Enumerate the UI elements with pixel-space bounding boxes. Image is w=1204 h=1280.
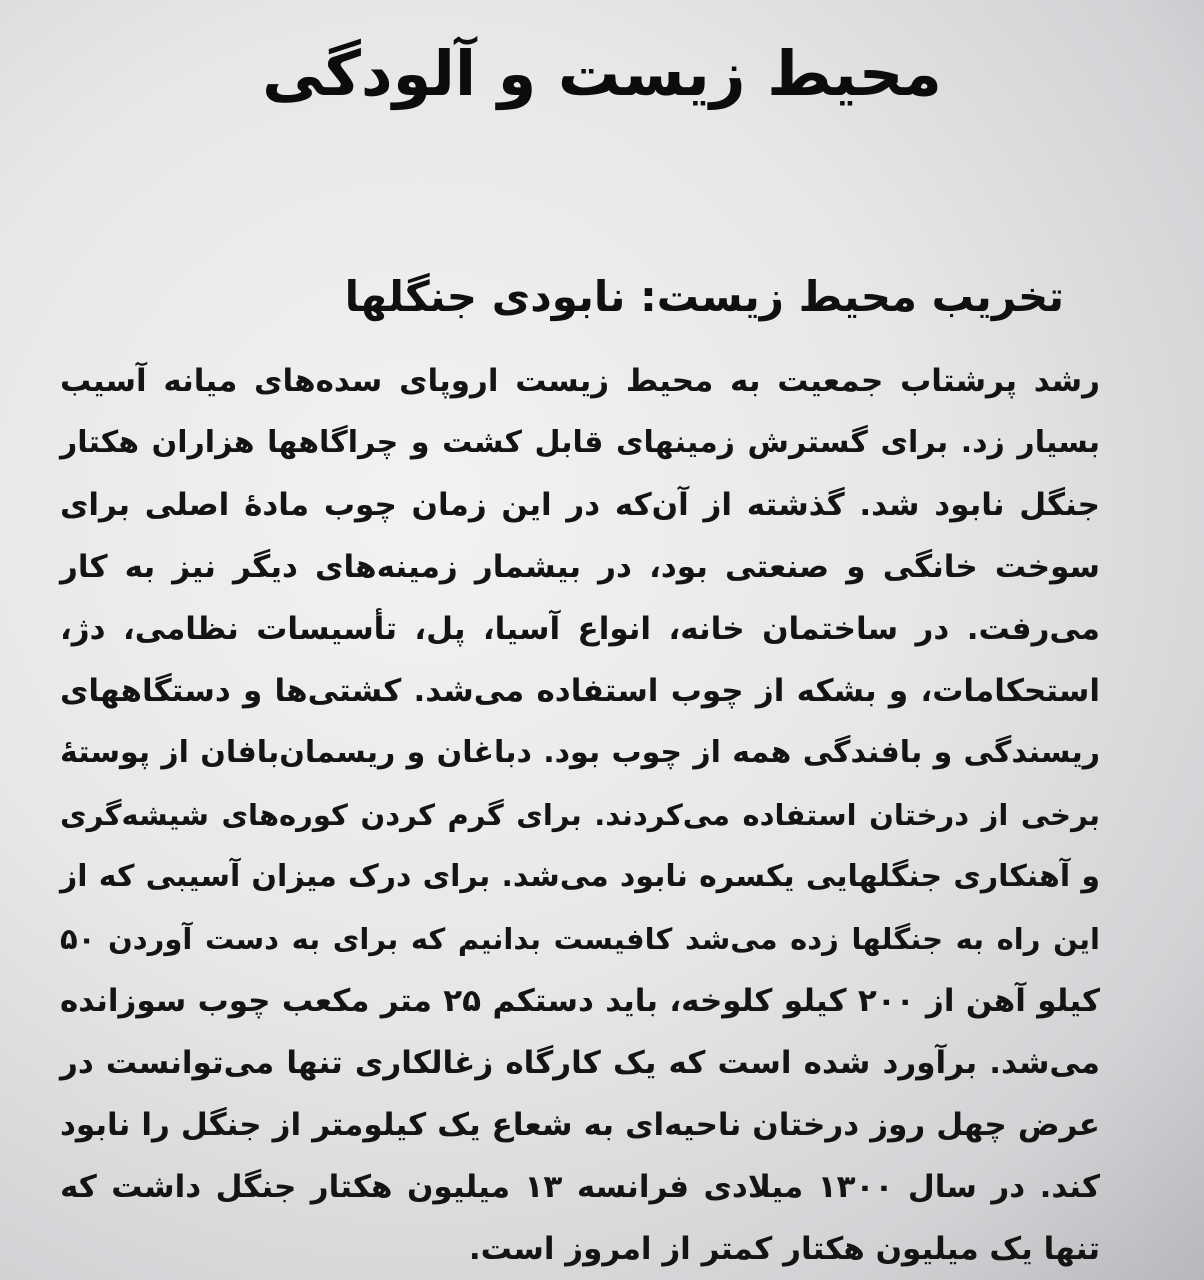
paragraph-line-13: عرض چهل روز درختان ناحیه‌ای به شعاع یک کیلومتر از جنگل را نابود [60,1107,1100,1143]
paragraph-line-3: جنگل نابود شد. گذشته از آن‌که در این زمان چوب مادهٔ اصلی برای [60,487,1100,523]
paragraph-line-6: استحکامات، و بشکه از چوب استفاده می‌شد. کشتی‌ها و دستگاههای [60,673,1100,709]
paragraph-line-15: تنها یک میلیون هکتار کمتر از امروز است. [468,1231,1100,1267]
paragraph-line-9: و آهنکاری جنگلهایی یکسره نابود می‌شد. برای درک میزان آسیبی که از [60,859,1100,894]
paragraph-line-2: بسیار زد. برای گسترش زمینهای قابل کشت و چراگاهها هزاران هکتار [60,425,1100,460]
body-paragraph [60,350,1100,1280]
paragraph-line-4: سوخت خانگی و صنعتی بود، در بیشمار زمینه‌های دیگر نیز به کار [60,549,1100,585]
paragraph-line-7: ریسندگی و بافندگی همه از چوب بود. دباغان و ریسمان‌بافان از پوستهٔ [60,735,1100,770]
paragraph-line-11: کیلو آهن از ۲۰۰ کیلو کلوخه، باید دستکم ۲۵ متر مکعب چوب سوزانده [60,983,1100,1019]
section-heading: تخریب محیط زیست: نابودی جنگلها [344,272,1064,321]
page-title: محیط زیست و آلودگی [262,37,942,110]
paragraph-line-10: این راه به جنگلها زده می‌شد کافیست بدانیم که برای به دست آوردن ۵۰ [60,922,1100,956]
paragraph-line-1: رشد پرشتاب جمعیت به محیط زیست اروپای سده‌های میانه آسیب [60,363,1100,399]
paragraph-line-8: برخی از درختان استفاده می‌کردند. برای گرم کردن کوره‌های شیشه‌گری [60,798,1100,832]
paragraph-line-5: می‌رفت. در ساختمان خانه، انواع آسیا، پل، تأسیسات نظامی، دژ، [60,611,1100,647]
paragraph-line-12: می‌شد. برآورد شده است که یک کارگاه زغالکاری تنها می‌توانست در [60,1045,1100,1081]
paragraph-line-14: کند. در سال ۱۳۰۰ میلادی فرانسه ۱۳ میلیون هکتار جنگل داشت که [60,1169,1100,1205]
